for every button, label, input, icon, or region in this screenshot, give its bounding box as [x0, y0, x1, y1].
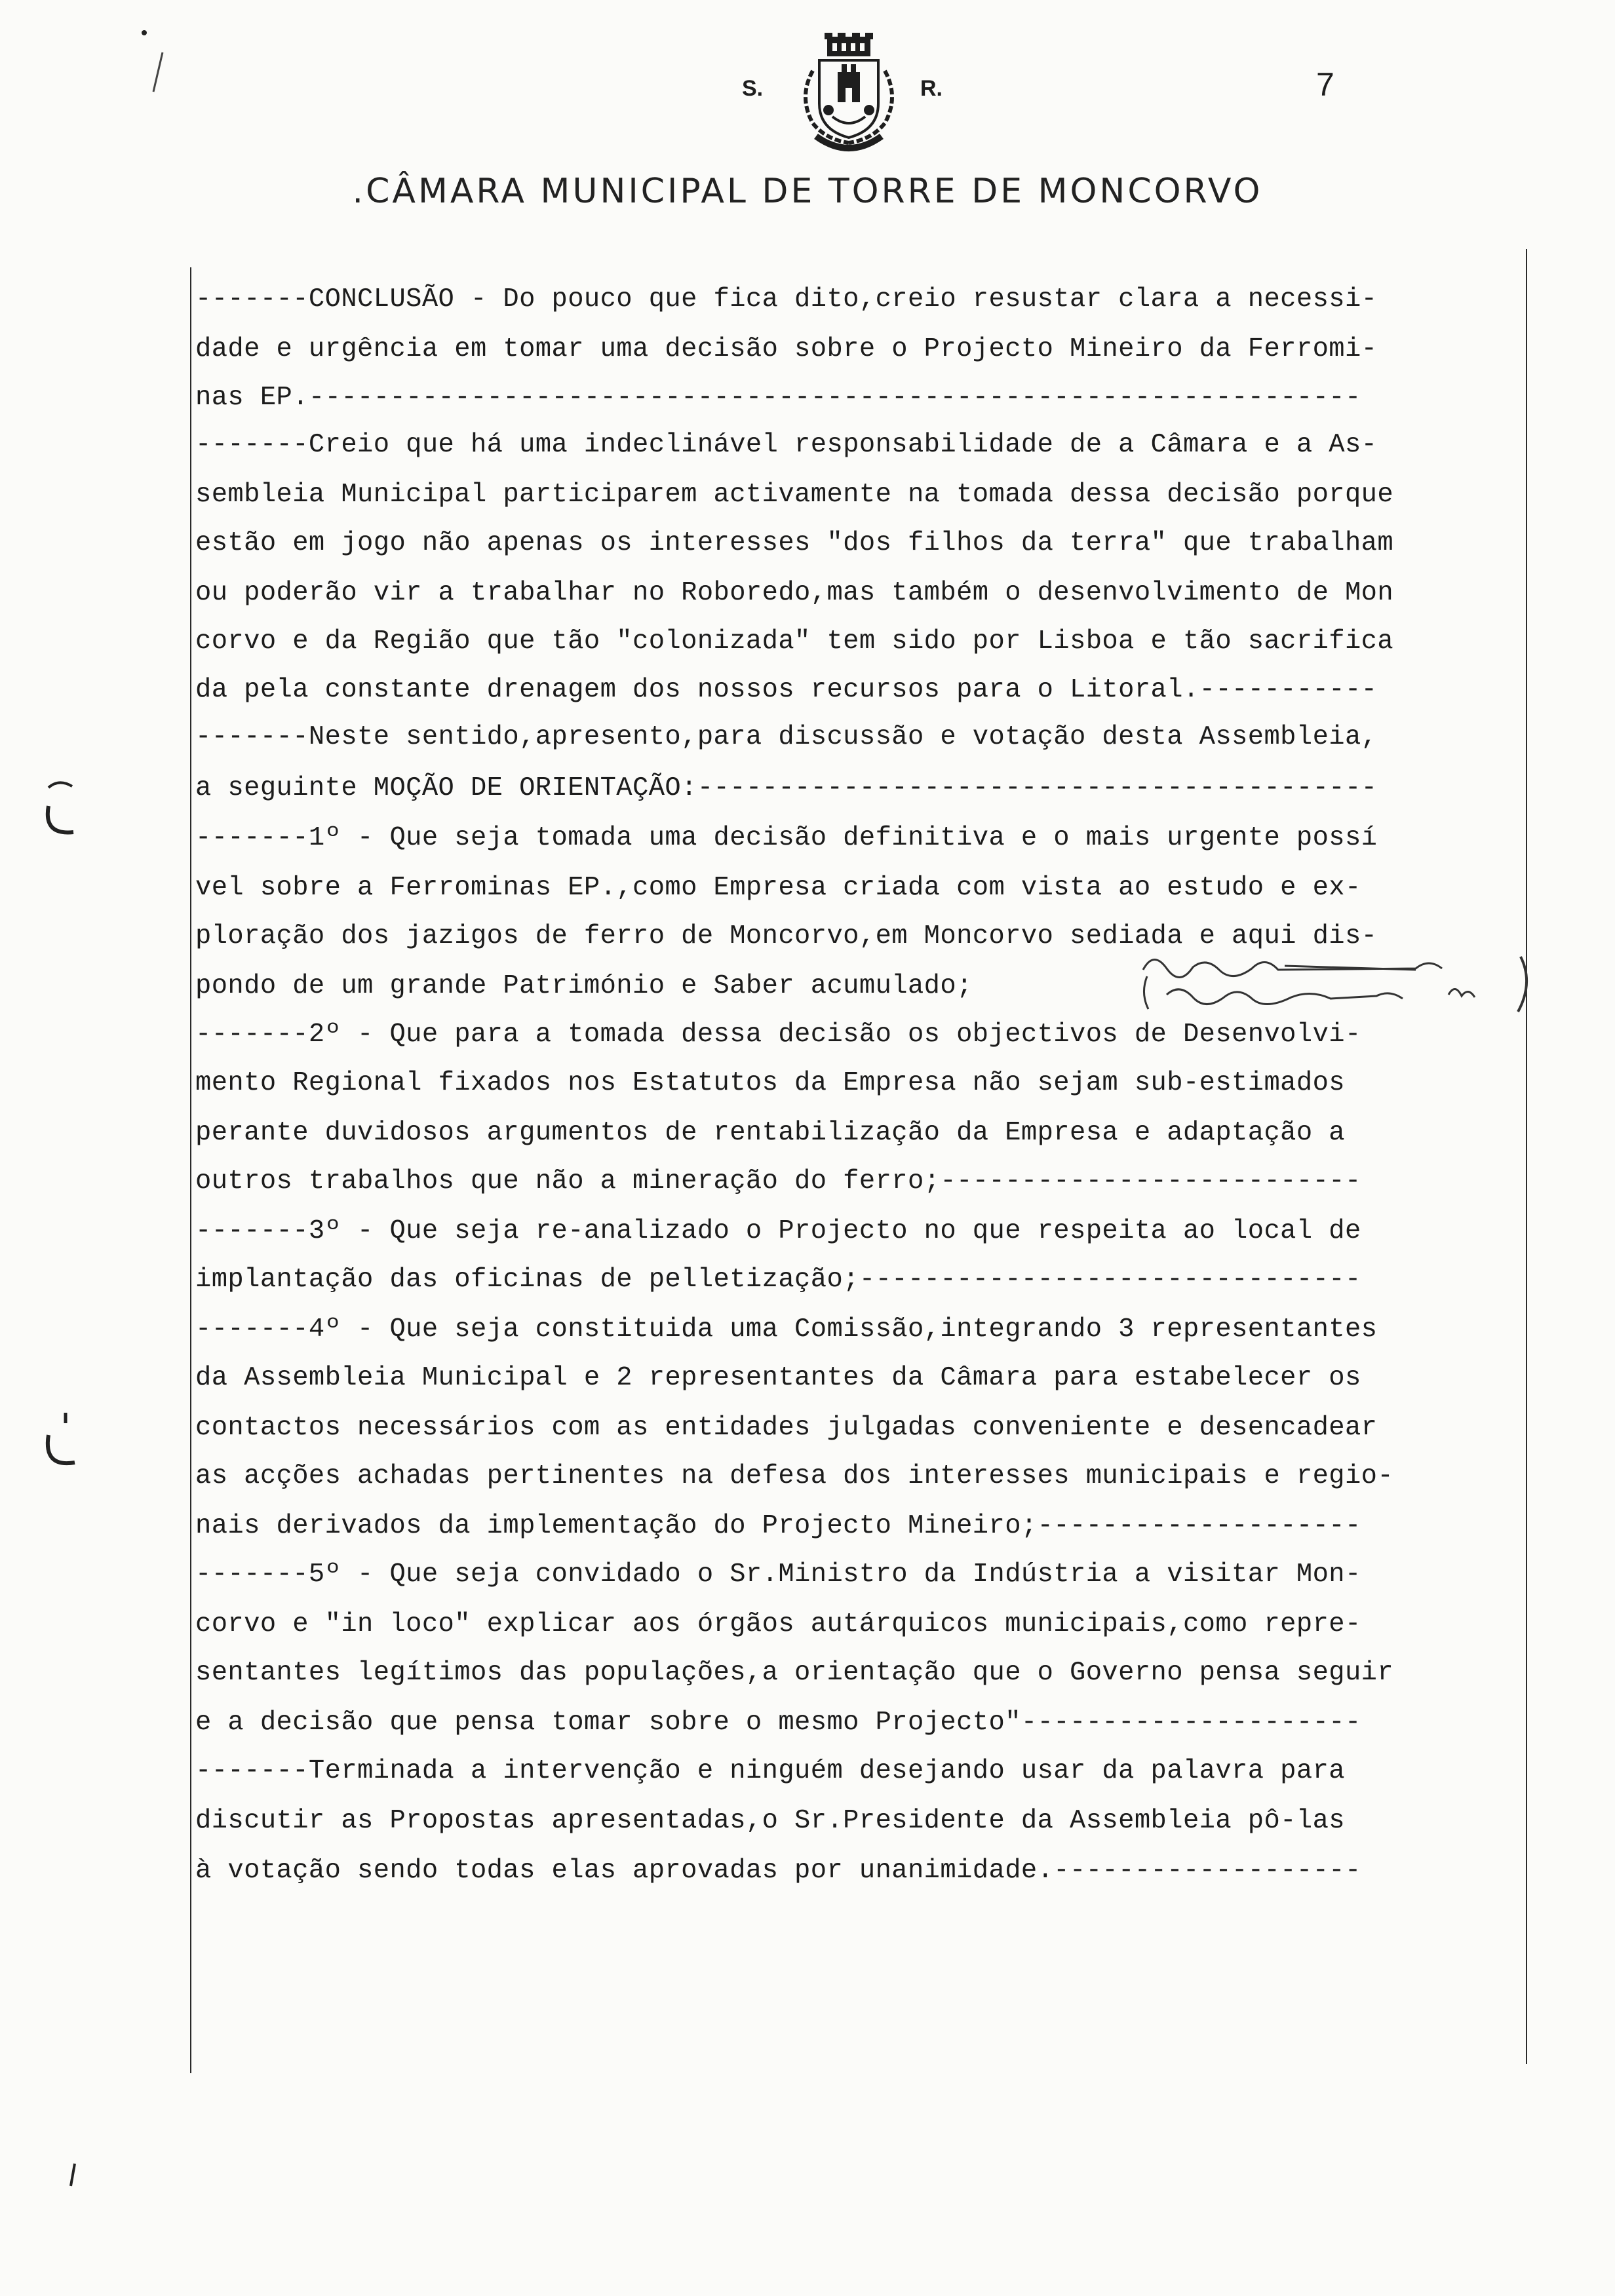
text-line: ou poderão vir a trabalhar no Roboredo,mas também o desenvolvimento de Mon [195, 578, 1394, 608]
text-line: mento Regional fixados nos Estatutos da Empresa não sejam sub-estimados [195, 1068, 1345, 1098]
text-line: outros trabalhos que não a mineração do ferro;-------------------------- [195, 1166, 1361, 1196]
text-line: nais derivados da implementação do Projecto Mineiro;-------------------- [195, 1511, 1361, 1541]
scan-speck-icon [131, 26, 177, 118]
handwritten-annotation [1140, 944, 1534, 1016]
text-line: -------3º - Que seja re-analizado o Projecto no que respeita ao local de [195, 1216, 1361, 1246]
text-line: da Assembleia Municipal e 2 representantes da Câmara para estabelecer os [195, 1363, 1361, 1393]
text-line: sentantes legítimos das populações,a orientação que o Governo pensa seguir [195, 1658, 1394, 1688]
text-line: implantação das oficinas de pelletização;------------------------------- [195, 1265, 1361, 1295]
text-line: sembleia Municipal participarem activamente na tomada dessa decisão porque [195, 480, 1394, 510]
text-line: -------Neste sentido,apresento,para discussão e votação desta Assembleia, [195, 722, 1378, 752]
text-line: ploração dos jazigos de ferro de Moncorvo,em Moncorvo sediada e aqui dis- [195, 921, 1378, 951]
text-line: dade e urgência em tomar uma decisão sobre o Projecto Mineiro da Ferromi- [195, 334, 1378, 364]
right-margin-rule [1526, 249, 1527, 2064]
header-left-mark: S. [742, 76, 764, 101]
text-line: vel sobre a Ferrominas EP.,como Empresa criada com vista ao estudo e ex- [195, 873, 1361, 903]
text-line: -------Terminada a intervenção e ninguém desejando usar da palavra para [195, 1756, 1345, 1786]
text-line: corvo e da Região que tão "colonizada" tem sido por Lisboa e tão sacrifica [195, 626, 1394, 657]
text-line: nas EP.----------------------------------------------------------------- [195, 383, 1361, 413]
municipal-crest-icon [787, 31, 911, 153]
text-line: à votação sendo todas elas aprovadas por unanimidade.------------------- [195, 1856, 1361, 1886]
text-line: perante duvidosos argumentos de rentabilização da Empresa e adaptação a [195, 1118, 1345, 1148]
page-title: .CÂMARA MUNICIPAL DE TORRE DE MONCORVO [352, 172, 1263, 211]
text-line: e a decisão que pensa tomar sobre o mesmo Projecto"--------------------- [195, 1708, 1361, 1738]
left-margin-rule [190, 267, 191, 2073]
scan-speck-icon [66, 2162, 79, 2189]
header-right-mark: R. [920, 76, 943, 101]
text-line: -------4º - Que seja constituida uma Comissão,integrando 3 representantes [195, 1314, 1378, 1345]
text-line: -------Creio que há uma indeclinável responsabilidade de a Câmara e a As- [195, 430, 1378, 460]
hole-punch-mark-icon [39, 773, 85, 845]
text-line: da pela constante drenagem dos nossos recursos para o Litoral.----------- [195, 675, 1378, 705]
text-line: -------5º - Que seja convidado o Sr.Ministro da Indústria a visitar Mon- [195, 1559, 1361, 1590]
text-line: pondo de um grande Património e Saber acumulado; [195, 971, 973, 1001]
text-line: contactos necessários com as entidades julgadas conveniente e desencadear [195, 1413, 1378, 1443]
text-line: -------CONCLUSÃO - Do pouco que fica dito,creio resustar clara a necessi- [195, 284, 1378, 315]
text-line: -------1º - Que seja tomada uma decisão definitiva e o mais urgente possí [195, 823, 1378, 853]
text-line: discutir as Propostas apresentadas,o Sr.Presidente da Assembleia pô-las [195, 1806, 1345, 1836]
hole-punch-mark-icon [39, 1409, 85, 1481]
text-line: a seguinte MOÇÃO DE ORIENTAÇÃO:------------------------------------------ [195, 773, 1378, 803]
text-line: corvo e "in loco" explicar aos órgãos autárquicos municipais,como repre- [195, 1609, 1361, 1639]
text-line: as acções achadas pertinentes na defesa dos interesses municipais e regio- [195, 1461, 1394, 1491]
text-line: estão em jogo não apenas os interesses "dos filhos da terra" que trabalham [195, 528, 1394, 558]
page-number: 7 [1316, 66, 1334, 103]
text-line: -------2º - Que para a tomada dessa decisão os objectivos de Desenvolvi- [195, 1020, 1361, 1050]
